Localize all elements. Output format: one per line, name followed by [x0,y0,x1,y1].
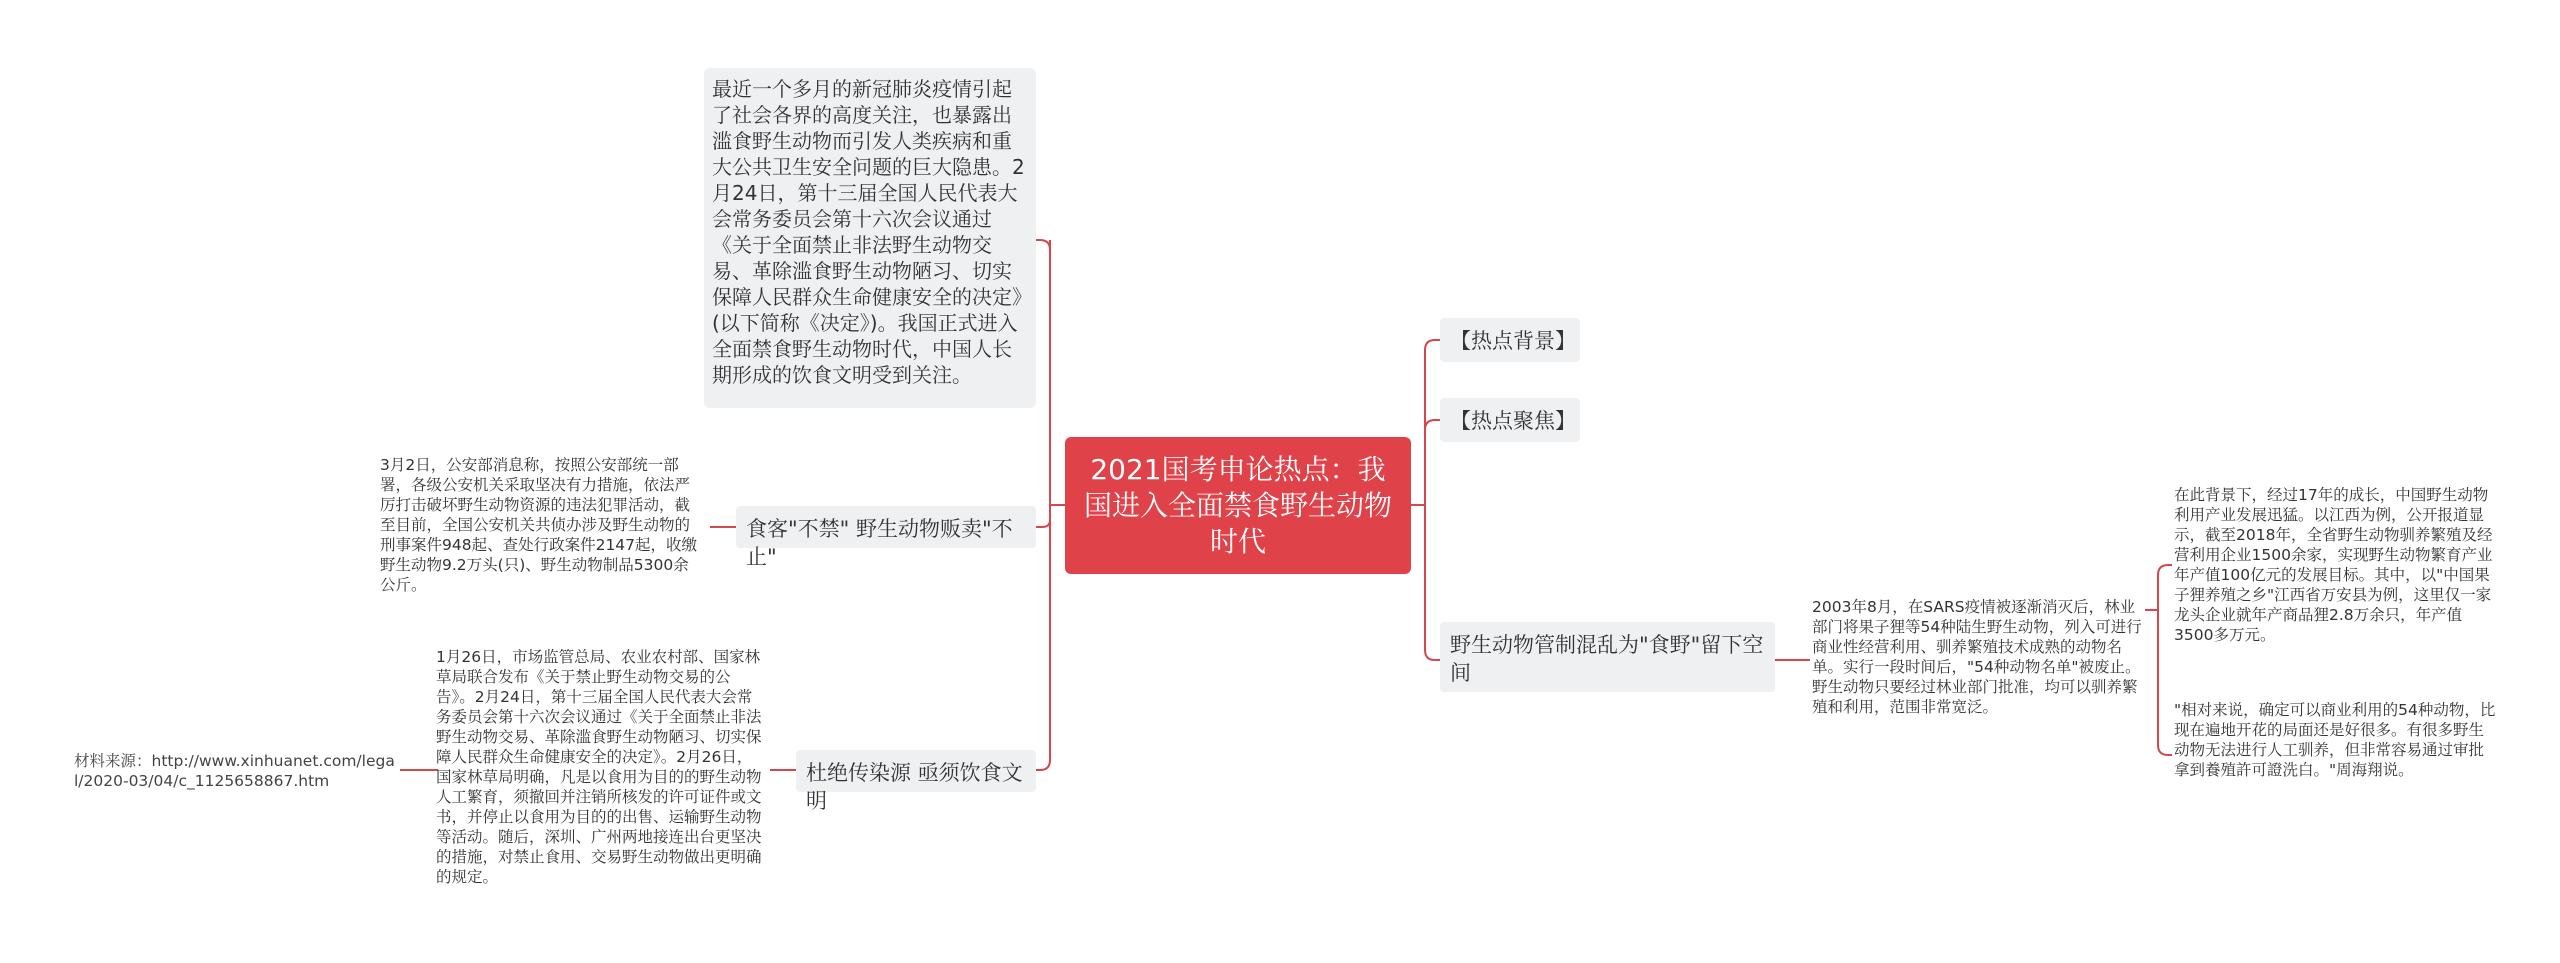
right-branch-wildlife-control[interactable] [1440,622,1775,692]
right-branch-wildlife-control-label: 野生动物管制混乱为"食野"留下空间 [1450,633,1764,685]
right-sub-quote-text: "相对来说，确定可以商业利用的54种动物，比现在遍地开花的局面还是好很多。有很多野生动物无法进行人工驯养，但非常容易通过审批拿到養殖許可證洗白。"周海翔说。 [2174,701,2496,779]
right-sub-industry-growth[interactable] [2174,485,2496,645]
root-title: 2021国考申论热点：我国进入全面禁食野生动物时代 [1083,452,1392,558]
right-branch-hotspot-background[interactable] [1440,318,1580,362]
left-branch-wildlife-trade-detail-text: 3月2日，公安部消息称，按照公安部统一部署，各级公安机关采取坚决有力措施，依法严厉打击破坏野生动物资源的违法犯罪活动，截至目前，全国公安机关共侦办涉及野生动物的刑事案件948起、查处行政案件2147起，收缴野生动物9.2万头(只)、野生动物制品5300余公斤。 [380,456,698,594]
right-sub-quote[interactable] [2174,700,2496,780]
left-branch-dietary-detail-text: 1月26日，市场监管总局、农业农村部、国家林草局联合发布《关于禁止野生动物交易的公告》。2月24日，第十三届全国人民代表大会常务委员会第十六次会议通过《关于全面禁止非法野生动物交易、革除滥食野生动物陋习、切实保障人民群众生命健康安全的决定》。2月26日，国家林草局明确，凡是以食用为目的的野生动物人工繁育，须撤回并注销所核发的许可证件或文书，并停止以食用为目的的出售、运输野生动物等活动。随后，深圳、广州两地接连出台更坚决的措施，对禁止食用、交易野生动物做出更明确的规定。 [436,648,762,886]
right-branch-wildlife-control-detail[interactable] [1812,597,2142,717]
left-branch-dietary-civilization[interactable] [796,750,1036,813]
intro-node[interactable] [704,68,1036,408]
right-branch-hotspot-background-label: 【热点背景】 [1450,329,1576,353]
left-branch-dietary-detail[interactable] [436,647,766,887]
right-branch-hotspot-focus-label: 【热点聚焦】 [1450,409,1576,433]
root-topic[interactable] [1065,437,1411,574]
right-branch-hotspot-focus[interactable] [1440,398,1580,442]
right-sub-industry-growth-text: 在此背景下，经过17年的成长，中国野生动物利用产业发展迅猛。以江西为例，公开报道显示，截至2018年，全省野生动物驯养繁殖及经营利用企业1500余家，实现野生动物繁育产业年产值100亿元的发展目标。其中，以"中国果子狸养殖之乡"江西省万安县为例，这里仅一家龙头企业就年产商品狸2.8万余只，年产值3500多万元。 [2174,486,2493,644]
left-branch-wildlife-trade[interactable] [736,506,1036,569]
material-source[interactable] [74,751,400,791]
left-branch-dietary-civilization-label: 杜绝传染源 亟须饮食文明 [806,761,1023,813]
material-source-text: 材料来源：http://www.xinhuanet.com/legal/2020-03/04/c_1125658867.htm [74,752,395,790]
left-branch-wildlife-trade-label: 食客"不禁" 野生动物贩卖"不止" [746,517,1013,569]
left-branch-wildlife-trade-detail[interactable] [380,455,702,595]
right-branch-wildlife-control-detail-text: 2003年8月，在SARS疫情被逐渐消灭后，林业部门将果子狸等54种陆生野生动物，列入可进行商业性经营利用、驯养繁殖技术成熟的动物名单。实行一段时间后，"54种动物名单"被废止。野生动物只要经过林业部门批准，均可以驯养繁殖和利用，范围非常宽泛。 [1812,598,2142,716]
intro-text: 最近一个多月的新冠肺炎疫情引起了社会各界的高度关注，也暴露出滥食野生动物而引发人类疾病和重大公共卫生安全问题的巨大隐患。2月24日，第十三届全国人民代表大会常务委员会第十六次会议通过《关于全面禁止非法野生动物交易、革除滥食野生动物陋习、切实保障人民群众生命健康安全的决定》(以下简称《决定》)。我国正式进入全面禁食野生动物时代，中国人长期形成的饮食文明受到关注。 [712,77,1025,387]
